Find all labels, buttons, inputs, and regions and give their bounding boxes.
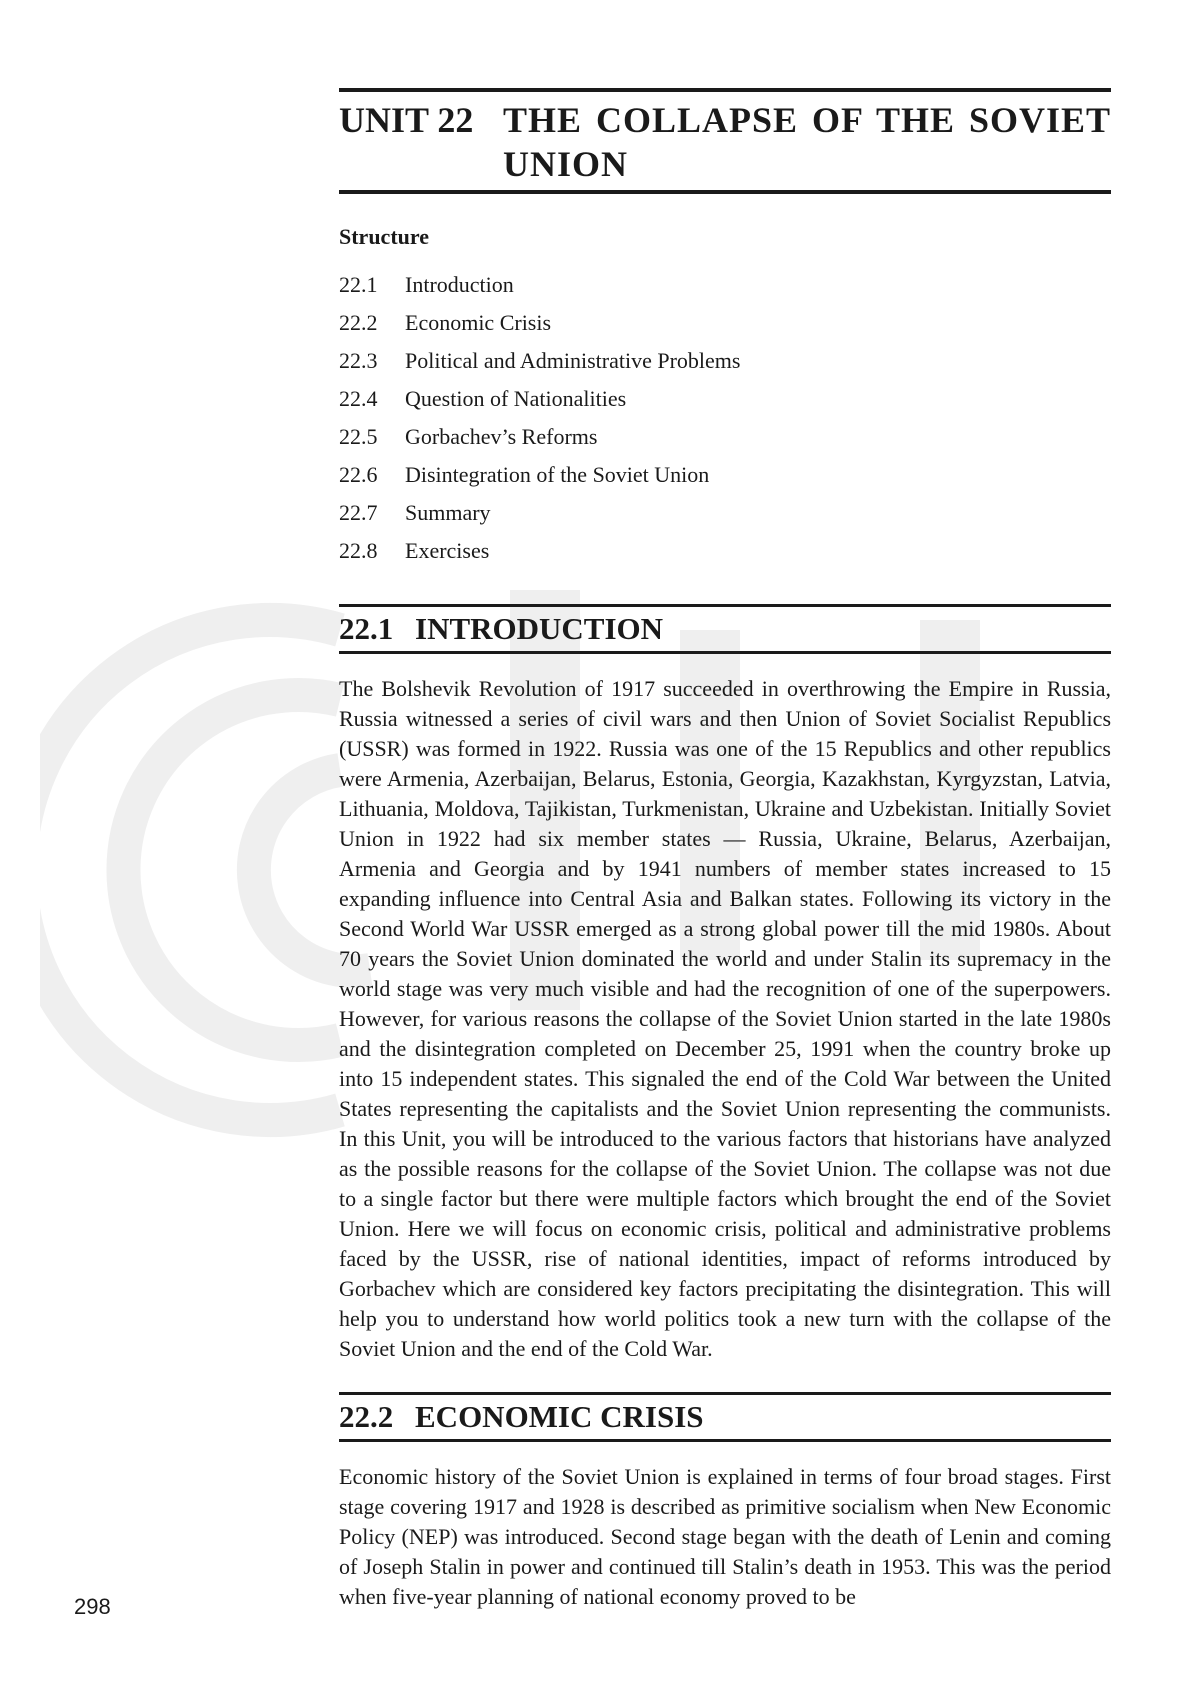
section-heading-economic-crisis	[339, 1392, 1111, 1442]
structure-item-number: 22.2	[339, 310, 378, 335]
section-number: 22.1	[339, 611, 394, 646]
structure-item	[339, 266, 1111, 304]
section-number: 22.2	[339, 1399, 394, 1434]
structure-item-label: Introduction	[405, 272, 514, 297]
unit-header	[339, 88, 1111, 194]
unit-title: THE COLLAPSE OF THE SOVIET UNION	[503, 100, 1111, 184]
structure-item-label: Summary	[405, 500, 491, 525]
introduction-paragraph: The Bolshevik Revolution of 1917 succeeded in overthrowing the Empire in Russia, Russia witnessed a series of civil wars and then Union of Soviet Socialist Republics (USSR) was formed in 1922. Russia was one of the 15 Republics and other republics were Armenia, Azerbaijan, Belarus, Estonia, Georgia, Kazakhstan, Kyrgyzstan, Latvia, Lithuania, Moldova, Tajikistan, Turkmenistan, Ukraine and Uzbekistan. Initially Soviet Union in 1922 had six member states — Russia, Ukraine, Belarus, Azerbaijan, Armenia and Georgia and by 1941 numbers of member states increased to 15 expanding influence into Central Asia and Balkan states. Following its victory in the Second World War USSR emerged as a strong global power till the mid 1980s. About 70 years the Soviet Union dominated the world and under Stalin its supremacy in the world stage was very much visible and had the recognition of one of the superpowers. However, for various reasons the collapse of the Soviet Union started in the late 1980s and the disintegration completed on December 25, 1991 when the country broke up into 15 independent states. This signaled the end of the Cold War between the United States representing the capitalists and the Soviet Union representing the communists. In this Unit, you will be introduced to the various factors that historians have analyzed as the possible reasons for the collapse of the Soviet Union. The collapse was not due to a single factor but there were multiple factors which brought the end of the Soviet Union. Here we will focus on economic crisis, political and administrative problems faced by the USSR, rise of national identities, impact of reforms introduced by Gorbachev which are considered key factors precipitating the disintegration. This will help you to understand how world politics took a new turn with the collapse of the Soviet Union and the end of the Cold War.	[339, 676, 1111, 1361]
structure-item	[339, 418, 1111, 456]
structure-item-label: Gorbachev’s Reforms	[405, 424, 598, 449]
structure-item-number: 22.8	[339, 538, 378, 563]
structure-item	[339, 532, 1111, 570]
structure-item	[339, 456, 1111, 494]
structure-item-number: 22.5	[339, 424, 378, 449]
structure-item-label: Exercises	[405, 538, 490, 563]
structure-item-number: 22.3	[339, 348, 378, 373]
structure-item-number: 22.7	[339, 500, 378, 525]
section-heading-introduction	[339, 604, 1111, 654]
economic-crisis-paragraph: Economic history of the Soviet Union is explained in terms of four broad stages. First stage covering 1917 and 1928 is described as primitive socialism when New Economic Policy (NEP) was introduced. Second stage began with the death of Lenin and coming of Joseph Stalin in power and continued till Stalin’s death in 1953. This was the period when five-year planning of national economy proved to be	[339, 1464, 1111, 1609]
structure-item	[339, 342, 1111, 380]
unit-number: UNIT 22	[339, 100, 474, 140]
structure-item	[339, 380, 1111, 418]
structure-item-label: Economic Crisis	[405, 310, 552, 335]
structure-item-number: 22.6	[339, 462, 378, 487]
structure-item-label: Question of Nationalities	[405, 386, 627, 411]
structure-item-label: Disintegration of the Soviet Union	[405, 462, 710, 487]
structure-label: Structure	[339, 224, 430, 249]
structure-item-number: 22.4	[339, 386, 378, 411]
section-title: INTRODUCTION	[415, 611, 664, 646]
structure-item	[339, 494, 1111, 532]
structure-list	[339, 266, 1111, 570]
structure-item-label: Political and Administrative Problems	[405, 348, 741, 373]
page-number: 298	[74, 1594, 111, 1619]
section-title: ECONOMIC CRISIS	[415, 1399, 704, 1434]
page-content	[339, 88, 1111, 1612]
structure-item	[339, 304, 1111, 342]
structure-item-number: 22.1	[339, 272, 378, 297]
